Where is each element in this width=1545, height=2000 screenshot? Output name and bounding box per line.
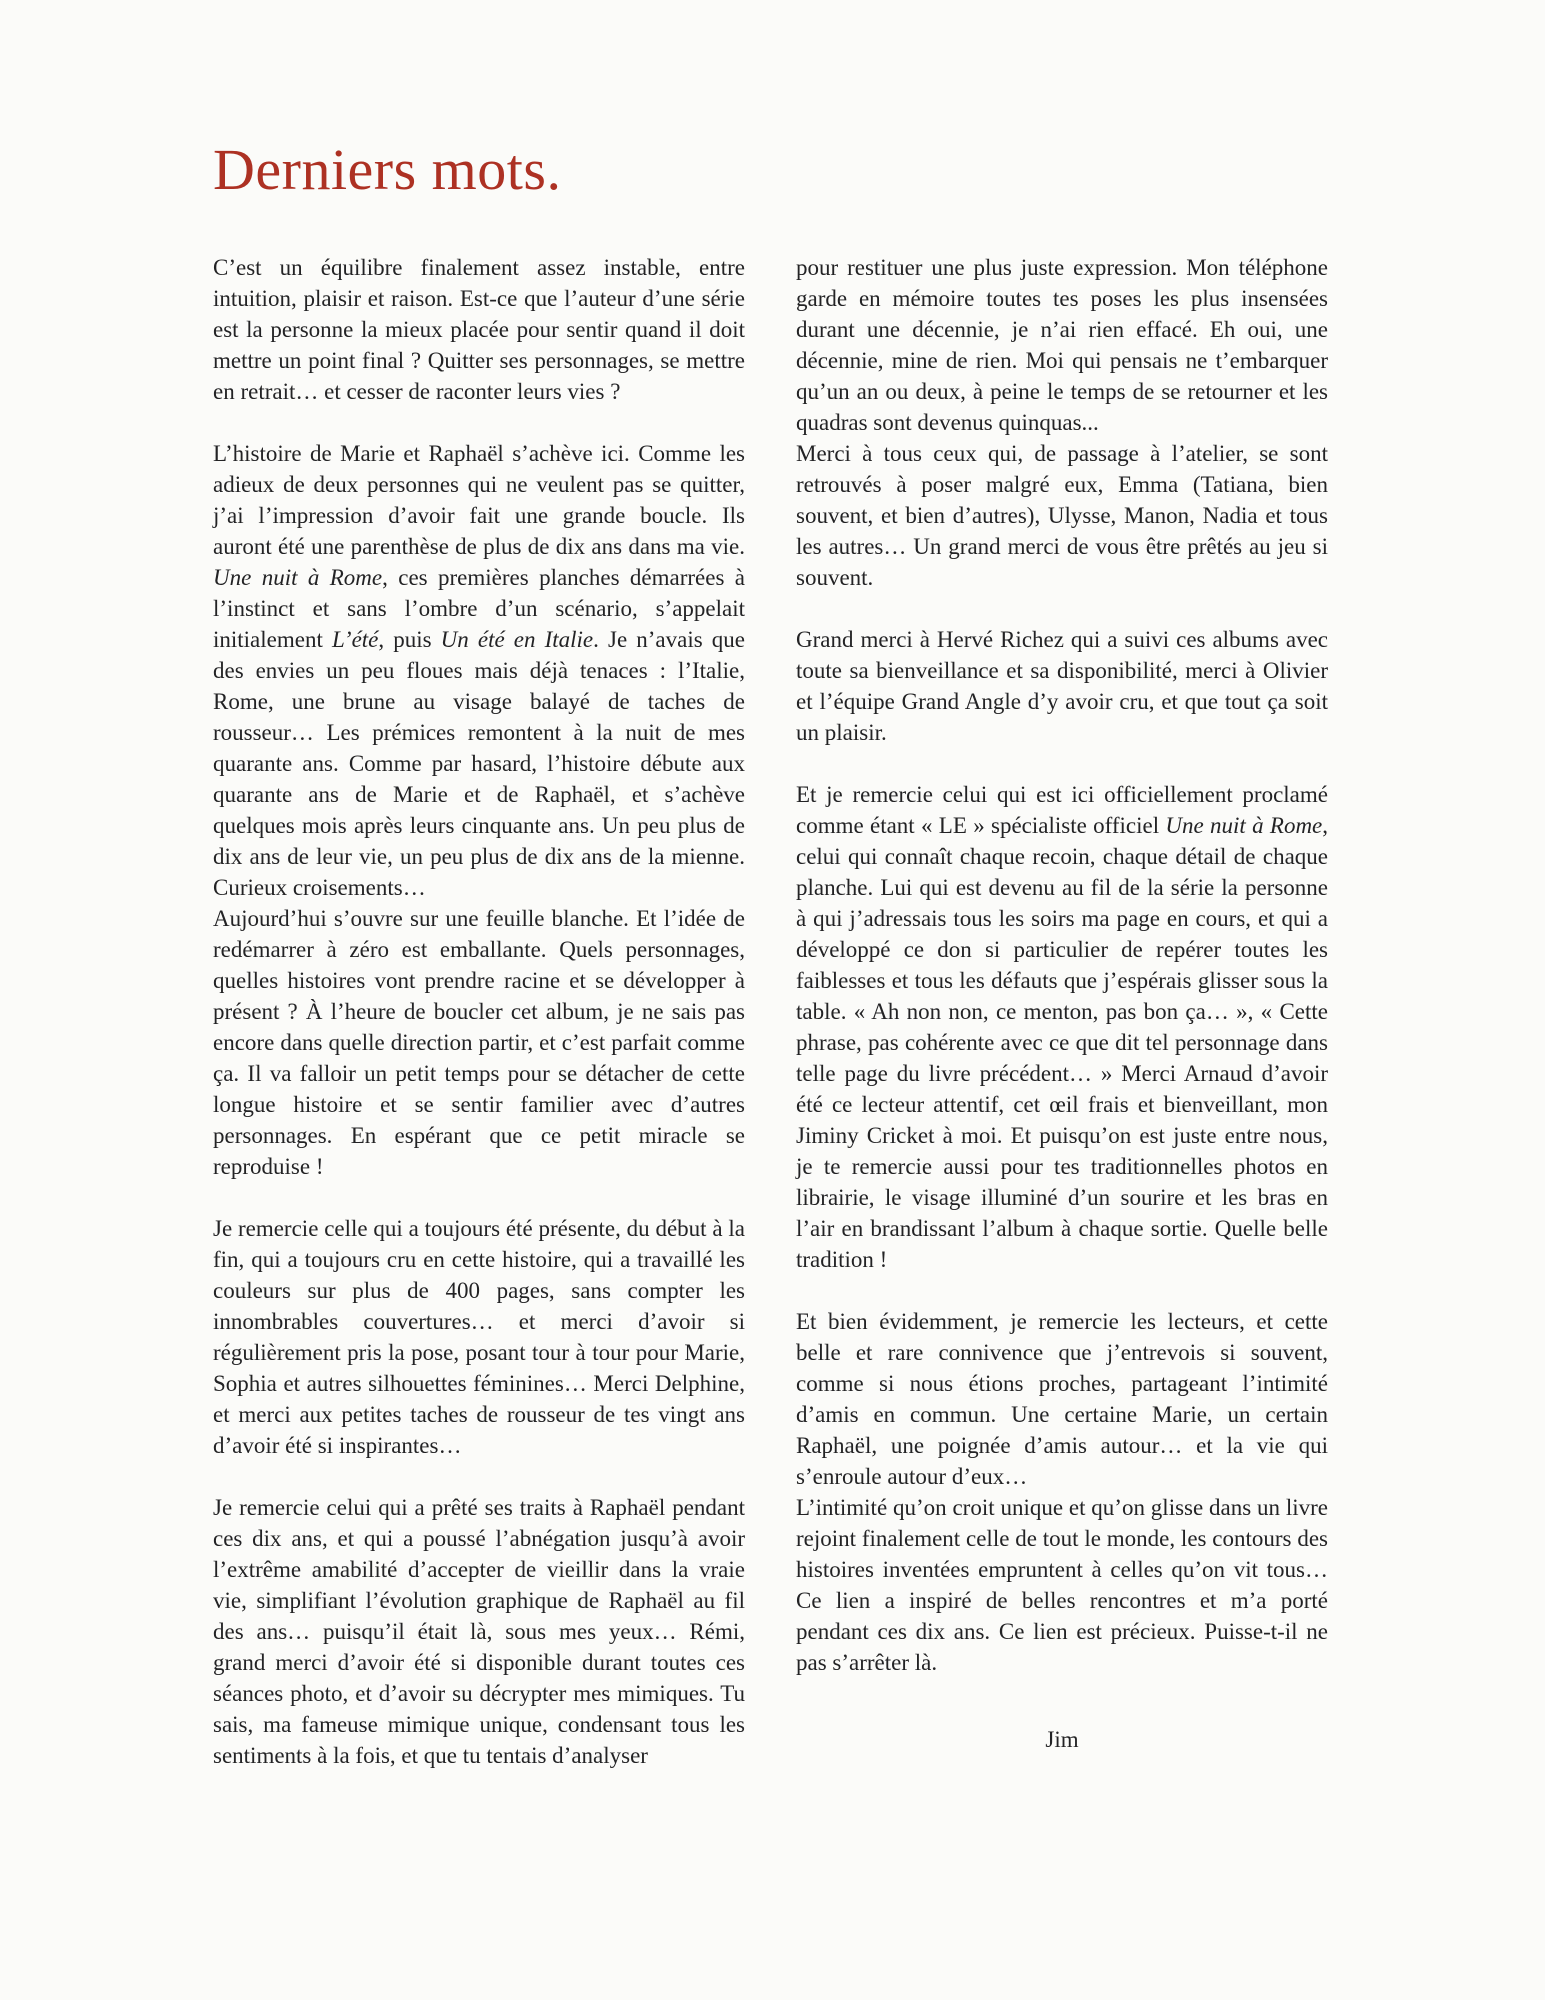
- right-column: [796, 252, 1328, 1771]
- paragraph: Aujourd’hui s’ouvre sur une feuille blanche. Et l’idée de redémarrer à zéro est emballante. Quels personnages, quelles histoires vont prendre racine et se développer à présent ? À l’heure de boucler cet album, je ne sais pas encore dans quelle direction partir, et c’est parfait comme ça. Il va falloir un petit temps pour se détacher de cette longue histoire et se sentir familier avec d’autres personnages. En espérant que ce petit miracle se reproduise !: [213, 905, 745, 1179]
- paragraph: C’est un équilibre finalement assez instable, entre intuition, plaisir et raison. Est-ce que l’auteur d’une série est la personne la mieux placée pour sentir quand il doit mettre un point final ? Quitter ses personnages, se mettre en retrait… et cesser de raconter leurs vies ?: [213, 254, 745, 404]
- paragraph: L’histoire de Marie et Raphaël s’achève ici. Comme les adieux de deux personnes qui ne veulent pas se quitter, j’ai l’impression d’avoir fait une grande boucle. Ils auront été une parenthèse de plus de dix ans dans ma vie. Une nuit à Rome, ces premières planches démarrées à l’instinct et sans l’ombre d’un scénario, s’appelait initialement L’été, puis Un été en Italie. Je n’avais que des envies un peu floues mais déjà tenaces : l’Italie, Rome, une brune au visage balayé de taches de rousseur… Les prémices remontent à la nuit de mes quarante ans. Comme par hasard, l’histoire débute aux quarante ans de Marie et de Raphaël, et s’achève quelques mois après leurs cinquante ans. Un peu plus de dix ans de leur vie, un peu plus de dix ans de la mienne. Curieux croisements…: [213, 440, 745, 900]
- paragraph: Et je remercie celui qui est ici officiellement proclamé comme étant « LE » spécialiste officiel Une nuit à Rome, celui qui connaît chaque recoin, chaque détail de chaque planche. Lui qui est devenu au fil de la série la personne à qui j’adressais tous les soirs ma page en cours, et qui a développé ce don si particulier de repérer toutes les faiblesses et tous les défauts que j’espérais glisser sous la table. « Ah non non, ce menton, pas bon ça… », « Cette phrase, pas cohérente avec ce que dit tel personnage dans telle page du livre précédent… » Merci Arnaud d’avoir été ce lecteur attentif, cet œil frais et bienveillant, mon Jiminy Cricket à moi. Et puisqu’on est juste entre nous, je te remercie aussi pour tes traditionnelles photos en librairie, le visage illuminé d’un sourire et les bras en l’air en brandissant l’album à chaque sortie. Quelle belle tradition !: [796, 781, 1329, 1272]
- page-title: Derniers mots.: [213, 137, 562, 202]
- paragraph: Et bien évidemment, je remercie les lecteurs, et cette belle et rare connivence que j’entrevois si souvent, comme si nous étions proches, partageant l’intimité d’amis en commun. Une certaine Marie, un certain Raphaël, une poignée d’amis autour… et la vie qui s’enroule autour d’eux…: [796, 1308, 1328, 1489]
- paragraph: Grand merci à Hervé Richez qui a suivi ces albums avec toute sa bienveillance et sa disponibilité, merci à Olivier et l’équipe Grand Angle d’y avoir cru, et que tout ça soit un plaisir.: [796, 626, 1328, 745]
- paragraph: L’intimité qu’on croit unique et qu’on glisse dans un livre rejoint finalement celle de tout le monde, les contours des histoires inventées empruntent à celles qu’on vit tous… Ce lien a inspiré de belles rencontres et m’a porté pendant ces dix ans. Ce lien est précieux. Puisse-t-il ne pas s’arrêter là.: [796, 1494, 1328, 1675]
- left-column: [213, 252, 745, 1771]
- paragraph: Je remercie celui qui a prêté ses traits à Raphaël pendant ces dix ans, et qui a poussé l’abnégation jusqu’à avoir l’extrême amabilité d’accepter de vieillir dans la vraie vie, simplifiant l’évolution graphique de Raphaël au fil des ans… puisqu’il était là, sous mes yeux… Rémi, grand merci d’avoir été si disponible durant toutes ces séances photo, et d’avoir su décrypter mes mimiques. Tu sais, ma fameuse mimique unique, condensant tous les sentiments à la fois, et que tu tentais d’analyser: [213, 1494, 745, 1768]
- paragraph: Merci à tous ceux qui, de passage à l’atelier, se sont retrouvés à poser malgré eux, Emma (Tatiana, bien souvent, et bien d’autres), Ulysse, Manon, Nadia et tous les autres… Un grand merci de vous être prêtés au jeu si souvent.: [796, 440, 1328, 590]
- text-columns: [213, 252, 1332, 1771]
- paragraph: Je remercie celle qui a toujours été présente, du début à la fin, qui a toujours cru en cette histoire, qui a travaillé les couleurs sur plus de 400 pages, sans compter les innombrables couvertures… et merci d’avoir si régulièrement pris la pose, posant tour à tour pour Marie, Sophia et autres silhouettes féminines… Merci Delphine, et merci aux petites taches de rousseur de tes vingt ans d’avoir été si inspirantes…: [213, 1215, 745, 1458]
- author-signature: Jim: [1045, 1726, 1079, 1752]
- paragraph: pour restituer une plus juste expression. Mon téléphone garde en mémoire toutes tes poses les plus insensées durant une décennie, je n’ai rien effacé. Eh oui, une décennie, mine de rien. Moi qui pensais ne t’embarquer qu’un an ou deux, à peine le temps de se retourner et les quadras sont devenus quinquas...: [796, 254, 1328, 435]
